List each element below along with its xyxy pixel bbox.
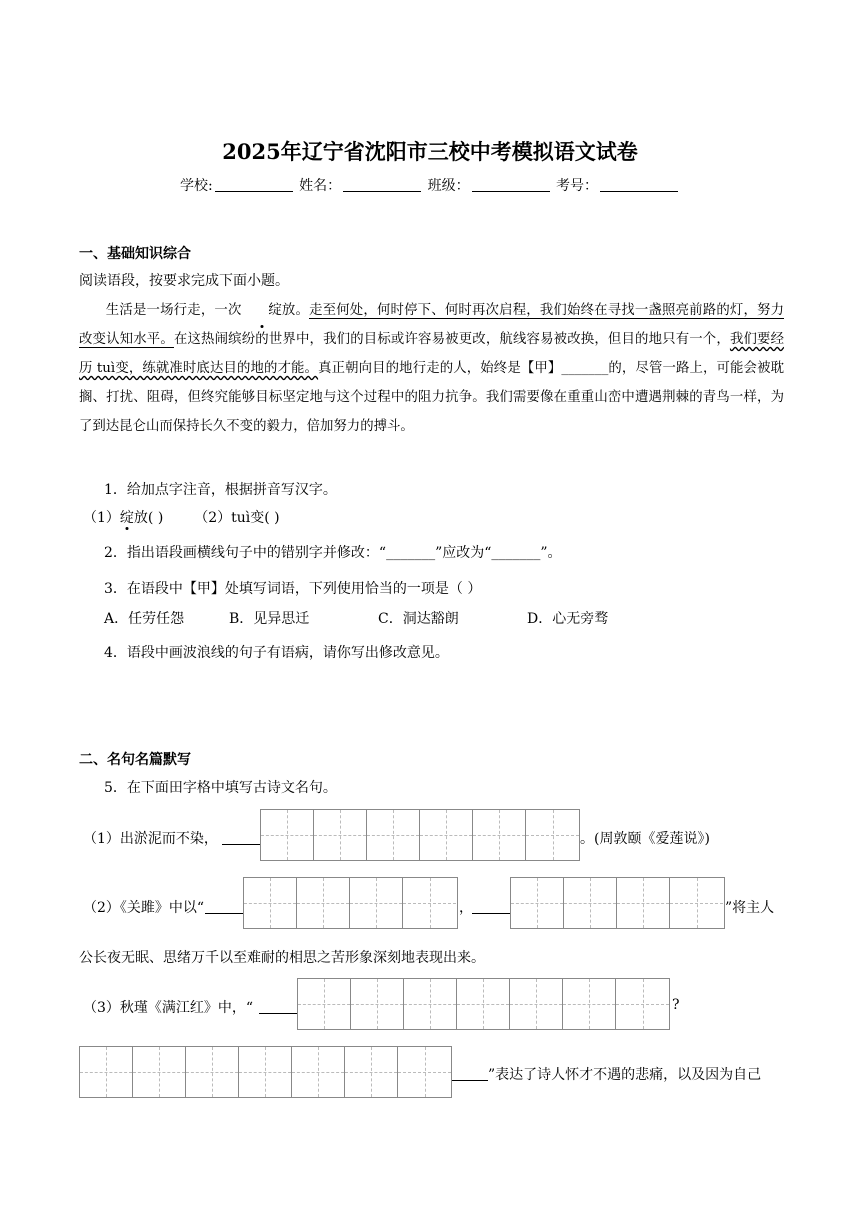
q5-item-2-comma: ， bbox=[459, 900, 473, 916]
name-label: 姓名： bbox=[299, 178, 342, 194]
page-title: 2025年辽宁省沈阳市三校中考模拟语文试卷 bbox=[222, 139, 638, 164]
question-5: 5．在下面田字格中填写古诗文名句。 bbox=[104, 780, 337, 796]
q1-a-blank[interactable]: 放( ) bbox=[133, 510, 164, 526]
name-blank[interactable] bbox=[343, 177, 421, 192]
q3-option-a[interactable]: A．任劳任怨 bbox=[104, 611, 185, 627]
q5-item-3-question-mark: ? bbox=[672, 997, 680, 1013]
q5-item-1-prefix: （1）出淤泥而不染， bbox=[83, 831, 218, 847]
section-1-instruction: 阅读语段，按要求完成下面小题。 bbox=[79, 273, 289, 289]
question-4: 4．语段中画波浪线的句子有语病，请你写出修改意见。 bbox=[104, 645, 449, 661]
q5-item-2-prefix: （2）《关雎》中以“ bbox=[83, 900, 205, 916]
class-label: 班级： bbox=[427, 178, 470, 194]
q5-item-1-grid[interactable] bbox=[260, 809, 580, 861]
dotted-char: 绽 bbox=[242, 296, 282, 325]
question-3: 3．在语段中【甲】处填写词语，下列使用恰当的一项是（ ） bbox=[104, 581, 482, 597]
underlined-sentence: 走至何处，何时停下、何时再次启程，我们始终在寻找一盏照亮前路的灯，努力改变认知水平。 bbox=[79, 303, 785, 347]
q5-item-2-grid-a[interactable] bbox=[243, 877, 458, 929]
section-1-heading: 一、基础知识综合 bbox=[79, 246, 191, 262]
q5-item-3-lead-line bbox=[259, 999, 297, 1014]
q5-item-3-grid-b[interactable] bbox=[79, 1046, 452, 1098]
q5-item-2-grid-b[interactable] bbox=[510, 877, 725, 929]
school-label: 学校: bbox=[179, 178, 213, 194]
q3-option-b[interactable]: B．见异思迁 bbox=[229, 611, 310, 627]
q5-item-3-tail-line bbox=[452, 1066, 488, 1081]
school-blank[interactable] bbox=[215, 177, 293, 192]
q1-a-prefix: （1） bbox=[83, 510, 120, 526]
q5-item-3-tail: ”表达了诗人怀才不遇的悲痛，以及因为自己 bbox=[488, 1067, 762, 1083]
q1-a-dotted-char: 绽 bbox=[120, 507, 134, 527]
question-1: 1．给加点字注音，根据拼音写汉字。 bbox=[104, 482, 337, 498]
q3-option-d[interactable]: D．心无旁骛 bbox=[527, 611, 609, 627]
passage-text-3: 在这热闹缤纷的世界中，我们的目标或许容易被更改，航线容易被改换，但目的地只有一个， bbox=[173, 332, 730, 347]
passage-text-4: 真正朝向目的地行走的人，始终是【甲】_______的，尽管一路上，可能会被耽搁、打扰、阻碍，但终究能够目标坚定地与这个过程中的阻力抗争。我们需要像在重重山峦中遭遇荆棘的青鸟一样，为了到达昆仑山而保持长久不变的毅力，倍加努力的搏斗。 bbox=[79, 361, 784, 434]
class-blank[interactable] bbox=[472, 177, 550, 192]
q5-item-3-grid-a[interactable] bbox=[297, 978, 670, 1030]
q5-item-1-lead-line bbox=[222, 830, 260, 845]
q5-item-1-source: 。(周敦颐《爱莲说》) bbox=[580, 831, 710, 847]
passage-text-1: 生活是一场行走，一次 bbox=[105, 303, 242, 318]
exam-no-label: 考号： bbox=[556, 178, 599, 194]
passage-text-2: 放。 bbox=[281, 303, 310, 318]
q1-b[interactable]: （2）tuì变( ) bbox=[194, 510, 280, 526]
q5-item-2-continuation: 公长夜无眠、思绪万千以至难耐的相思之苦形象深刻地表现出来。 bbox=[79, 950, 485, 966]
wavy-underlined-sentence: 我们要经历 tuì变，练就准时底达目的地的才能。 bbox=[79, 332, 785, 376]
q5-item-2-mid-line bbox=[472, 899, 510, 914]
question-1-items bbox=[83, 507, 280, 527]
exam-no-blank[interactable] bbox=[600, 177, 678, 192]
q5-item-3-prefix: （3）秋瑾《满江红》中，“ bbox=[83, 1000, 254, 1016]
q5-item-2-tail: ”将主人 bbox=[725, 900, 775, 916]
question-2: 2．指出语段画横线句子中的错别字并修改：“_______”应改为“_______”。 bbox=[104, 545, 562, 561]
q5-item-2-lead-line bbox=[205, 899, 243, 914]
student-info-line bbox=[0, 175, 860, 195]
q3-option-c[interactable]: C．洞达豁朗 bbox=[378, 611, 459, 627]
section-2-heading: 二、名句名篇默写 bbox=[79, 752, 191, 768]
reading-passage bbox=[79, 296, 784, 441]
